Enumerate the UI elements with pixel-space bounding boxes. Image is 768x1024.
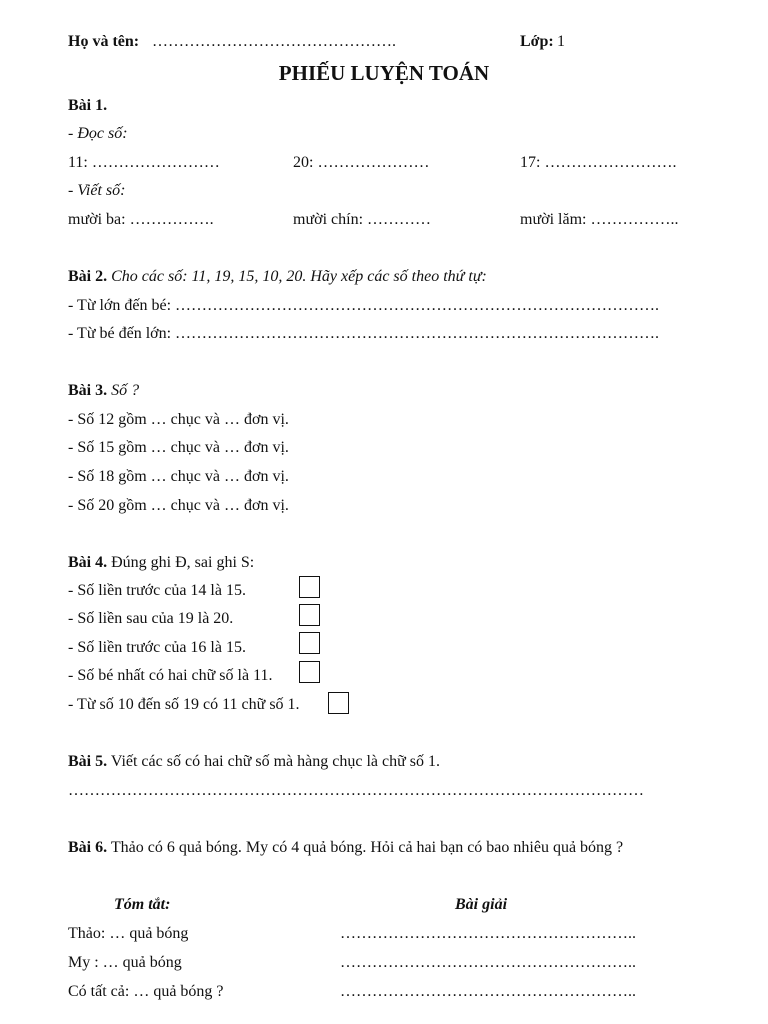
bai5-heading: Bài 5. (68, 753, 108, 770)
solution-line[interactable]: ……………………………………………….. (340, 983, 636, 1000)
summary-line: Có tất cả: … quả bóng ? (68, 983, 224, 1000)
bai3-heading: Bài 3. (68, 382, 108, 399)
bai6-question (68, 838, 623, 858)
bai1-read-label: - Đọc số: (68, 125, 128, 142)
bai2-prompt: Cho các số: 11, 19, 15, 10, 20. Hãy xếp các số theo thứ tự: (111, 268, 487, 285)
bai3-question (68, 381, 139, 401)
bai1-read-item[interactable]: 11: …………………… (68, 154, 220, 171)
bai3-prompt: Số ? (111, 382, 140, 399)
solution-label: Bài giải (455, 896, 508, 913)
bai1-read-item[interactable]: 17: ……………………. (520, 154, 677, 171)
bai4-statement: - Số liền sau của 19 là 20. (68, 610, 234, 627)
bai2-answer-line[interactable]: - Từ lớn đến bé: ………………………………………………………………………………. (68, 297, 660, 314)
bai4-statement: - Số liền trước của 16 là 15. (68, 639, 246, 656)
bai5-prompt: Viết các số có hai chữ số mà hàng chục là chữ số 1. (110, 753, 441, 770)
bai5-question (68, 752, 440, 772)
bai1-heading: Bài 1. (68, 97, 108, 114)
bai3-line[interactable]: - Số 15 gồm … chục và … đơn vị. (68, 439, 289, 456)
bai6-heading: Bài 6. (68, 839, 108, 856)
bai1-write-label: - Viết số: (68, 182, 126, 199)
bai5-answer-line[interactable]: ……………………………………………………………………………………………… (68, 782, 644, 799)
class-label: Lớp: (520, 33, 554, 50)
answer-checkbox[interactable] (299, 661, 320, 683)
page-title: PHIẾU LUYỆN TOÁN (278, 61, 490, 85)
summary-line: Thảo: … quả bóng (68, 925, 189, 942)
bai2-heading: Bài 2. (68, 268, 108, 285)
summary-label: Tóm tắt: (114, 896, 171, 913)
class-value: 1 (557, 33, 565, 50)
name-blank[interactable]: ………………………………………. (152, 33, 396, 50)
bai3-line[interactable]: - Số 12 gồm … chục và … đơn vị. (68, 411, 289, 428)
solution-line[interactable]: ……………………………………………….. (340, 925, 636, 942)
bai1-write-item[interactable]: mười chín: ………… (293, 211, 432, 228)
bai4-prompt: Đúng ghi Đ, sai ghi S: (111, 554, 255, 571)
answer-checkbox[interactable] (299, 604, 320, 626)
bai3-line[interactable]: - Số 18 gồm … chục và … đơn vị. (68, 468, 289, 485)
answer-checkbox[interactable] (328, 692, 349, 714)
bai4-statement: - Số liền trước của 14 là 15. (68, 582, 246, 599)
answer-checkbox[interactable] (299, 632, 320, 654)
bai2-answer-line[interactable]: - Từ bé đến lớn: ………………………………………………………………………………. (68, 325, 660, 342)
bai1-write-item[interactable]: mười ba: ……………. (68, 211, 214, 228)
name-label: Họ và tên: (68, 33, 140, 50)
solution-line[interactable]: ……………………………………………….. (340, 954, 636, 971)
bai2-question (68, 267, 487, 287)
bai4-statement: - Từ số 10 đến số 19 có 11 chữ số 1. (68, 696, 300, 713)
bai6-prompt: Thảo có 6 quả bóng. My có 4 quả bóng. Hỏi cả hai bạn có bao nhiêu quả bóng ? (110, 839, 624, 856)
bai4-heading: Bài 4. (68, 554, 108, 571)
bai4-statement: - Số bé nhất có hai chữ số là 11. (68, 667, 273, 684)
answer-checkbox[interactable] (299, 576, 320, 598)
bai4-question (68, 553, 254, 573)
bai3-line[interactable]: - Số 20 gồm … chục và … đơn vị. (68, 497, 289, 514)
summary-line: My : … quả bóng (68, 954, 182, 971)
bai1-read-item[interactable]: 20: ………………… (293, 154, 430, 171)
bai1-write-item[interactable]: mười lăm: …………….. (520, 211, 679, 228)
